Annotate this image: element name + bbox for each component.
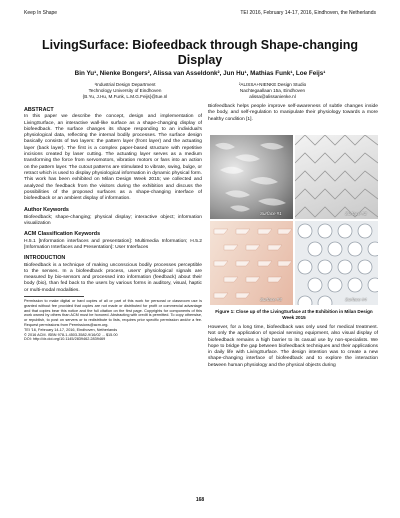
affiliation-line: Technology University of Eindhoven	[88, 88, 162, 93]
surface-label: Surface #3	[260, 297, 282, 302]
paper-title: LivingSurface: Biofeedback through Shape-changing Display	[41, 38, 358, 67]
page-number: 168	[195, 497, 205, 503]
surface-photo-2	[295, 135, 378, 219]
surface-texture-4	[295, 221, 378, 305]
author-list: Bin Yu¹, Nienke Bongers², Alissa van Asseldonk², Jun Hu¹, Mathias Funk¹, Loe Feijs¹	[74, 70, 326, 77]
surface-photo-1	[210, 135, 293, 219]
header-right: TEI 2016, February 14-17, 2016, Eindhoven, the Netherlands	[240, 10, 376, 16]
surface-photo-4	[295, 221, 378, 305]
keywords-body: Biofeedback; shape-changing; physical display; interactive object; information visualization	[24, 214, 202, 227]
right-top-text: Biofeedback helps people improve self-awareness of subtle changes inside the body, and self-regulation to manipulate their physiology towards a more healthy condition [1].	[208, 104, 378, 122]
surface-label: Surface #1	[260, 211, 282, 216]
permission-line: © 2016 ACM. ISBN 978-1-4503-3582-9/16/02 ... $15.00	[24, 332, 118, 337]
surface-label: Surface #2	[345, 211, 367, 216]
surface-texture-1	[210, 135, 293, 219]
abstract-heading: ABSTRACT	[24, 107, 54, 113]
header-left: Keep In Shape	[24, 10, 58, 16]
affiliation-line: ²ALISSA+NIENKE Design Studio	[238, 82, 307, 87]
affiliation-right	[205, 82, 340, 100]
surface-texture-3	[210, 221, 293, 305]
doi-line: DOI: http://dx.doi.org/10.1145/2839462.2839469	[24, 337, 106, 342]
surface-photo-3	[210, 221, 293, 305]
acm-heading: ACM Classification Keywords	[24, 231, 101, 238]
surface-texture-2	[295, 135, 378, 219]
affiliation-line: Nachtegaallaan 15a, Eindhoven	[239, 88, 306, 93]
right-bottom-text: However, for a long time, biofeedback was only used for medical treatment. Not only the application of special sensing equipment, also visual display of biofeedback remains a high barrier to its casual use by non-specialists. We hope to bridge the gap between biofeedback techniques and their applications in daily life with LivingSurface. The design intention was to create a new shape-changing interface of biofeedback and to explore the interaction between human physiology and the physical objects during	[208, 325, 378, 368]
acm-body: H.5.1 [Information interfaces and presentation]: Multimedia Information; H.5.2 [Information Interfaces and Presentation]: User Interfaces	[24, 238, 202, 250]
intro-body: Biofeedback is a technique of making unconscious bodily processes perceptible to the senses. In a biofeedback process, users' physiological signals are measured by bio-sensors and processed into information (feedback) about their body (bio), than fed back to the users by various forms in auditory, visual, haptic or multi-modal modalities.	[24, 262, 202, 293]
affiliation-email: alissa@alissanienke.nl	[249, 94, 296, 99]
figure-caption: Figure 1: Close up of the LivingSurface at the Exhibition in Milan Design Week 2015	[215, 309, 373, 320]
affiliation-email: {B.Yu, J.Hu, M.Funk, L.M.G.Feijs}@tue.nl	[82, 94, 168, 99]
figure-1	[210, 135, 378, 305]
permission-text: Permission to make digital or hard copies of all or part of this work for personal or classroom use is granted without fee provided that copies are not made or distributed for profit or commercial advantage and that copies bear this notice and the full citation on the first page. Copyrights for components of this work owned by others than ACM must be honored. Abstracting with credit is permitted. To copy otherwise, or republish, to post on servers or to redistribute to lists, requires prior specific permission and/or a fee. Request permissions from Permissions@acm.org.	[24, 299, 202, 327]
keywords-heading: Author Keywords	[24, 207, 69, 214]
footnote-rule	[24, 296, 84, 297]
intro-heading: INTRODUCTION	[24, 255, 66, 262]
affiliation-left	[60, 82, 190, 100]
affiliation-line: ¹Industrial Design Department	[94, 82, 156, 87]
left-column	[24, 104, 202, 342]
surface-label: Surface #4	[345, 297, 367, 302]
permission-line: TEI '16, February 14-17, 2016, Eindhoven, Netherlands	[24, 327, 118, 332]
abstract-body: In this paper we describe the concept, design and implementation of LivingSurface, an interactive wall-like surface as a shape-changing display of biofeedback. The surface changes its shape responding to an individual's physiological data, reflecting the internal bodily processes. The surface design basically consists of two layers: the pattern layer (front layer) and the actuating layer (back layer). The first is a complex paper-based structure with repetitive incisions created by laser cutting. The actuating layer serves as a medium transforming the force from servomotors, vibration motors or fans into an action on the pattern layer. The cutout patterns are stimulated to vibrate, swing, bulge, or retract which is used to display physiological information in dynamic physical form. This work has been exhibited on Milan Design Week 2015; we collected and analyzed the feedback from the visitors during the exhibition and discuss the possibilities of the proposed surfaces as a shape-changing interface of biofeedback or an ambient display of information.	[24, 114, 202, 202]
running-header	[24, 10, 376, 20]
